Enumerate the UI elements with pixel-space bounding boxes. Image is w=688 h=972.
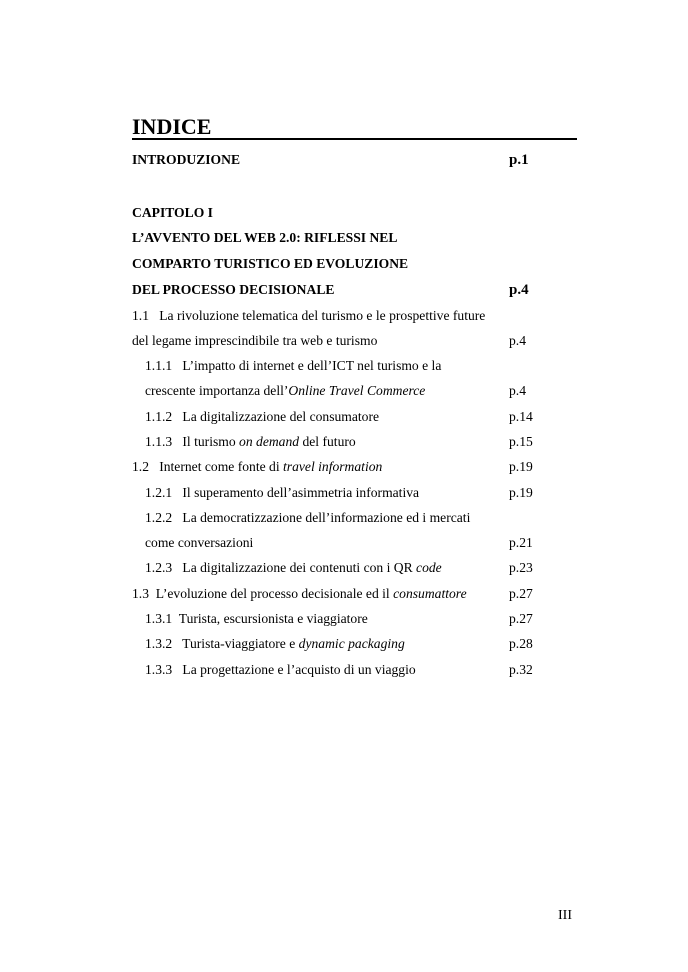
toc-entry-1-3[interactable]	[132, 584, 552, 604]
section-title-italic: consumattore	[393, 586, 467, 601]
toc-entry-1-3-1[interactable]	[132, 609, 552, 629]
toc-label: INTRODUZIONE	[132, 152, 241, 167]
section-number: 1.2	[132, 459, 149, 474]
section-number: 1.3.3	[145, 662, 173, 677]
toc-page: p.1	[509, 152, 529, 168]
section-number: 1.1.2	[145, 409, 173, 424]
section-title-italic: dynamic packaging	[298, 636, 405, 651]
section-title: Turista, escursionista e viaggiatore	[178, 611, 368, 626]
toc-entry-1-1-cont[interactable]	[132, 331, 552, 351]
toc-entry-1-1-1-cont[interactable]	[132, 381, 552, 401]
section-number: 1.1.1	[145, 358, 173, 373]
section-title: La digitalizzazione del consumatore	[182, 409, 380, 424]
page-title: INDICE	[132, 114, 577, 140]
page-number: III	[558, 908, 572, 923]
toc-entry-1-1-1[interactable]	[132, 356, 552, 376]
section-title: La progettazione e l’acquisto di un viaggio	[182, 662, 416, 677]
toc-page: p.15	[509, 434, 533, 449]
toc-entry-chapter-1[interactable]: DEL PROCESSO DECISIONALE p.4	[132, 282, 529, 298]
section-number: 1.1	[132, 308, 149, 323]
toc-entry-1-2-3[interactable]	[132, 558, 552, 578]
toc-entry-1-2-2-cont[interactable]	[132, 533, 552, 553]
toc-page: p.23	[509, 560, 533, 575]
section-title: Turista-viaggiatore e	[182, 636, 299, 651]
toc-page: p.19	[509, 459, 533, 474]
section-title-italic: code	[416, 560, 442, 575]
toc-page: p.21	[509, 535, 533, 550]
section-title: La democratizzazione dell’informazione ed i mercati	[182, 510, 471, 525]
toc-page: p.28	[509, 636, 533, 651]
section-title: del futuro	[299, 434, 356, 449]
section-title: Il turismo	[182, 434, 240, 449]
section-title-italic: Online Travel Commerce	[288, 383, 426, 398]
section-number: 1.2.2	[145, 510, 173, 525]
section-title-italic: travel information	[283, 459, 383, 474]
section-number: 1.2.1	[145, 485, 173, 500]
section-title: La rivoluzione telematica del turismo e le prospettive future	[159, 308, 486, 323]
toc-page: p.27	[509, 611, 533, 626]
section-number: 1.1.3	[145, 434, 173, 449]
toc-entry-1-1-3[interactable]	[132, 432, 552, 452]
chapter-title-line: L’AVVENTO DEL WEB 2.0: RIFLESSI NEL	[132, 230, 398, 245]
toc-page: p.32	[509, 662, 533, 677]
toc-entry-1-2-2[interactable]	[132, 508, 552, 528]
toc-entry-1-1-2[interactable]	[132, 407, 552, 427]
toc-page: p.4	[509, 383, 526, 398]
chapter-heading: CAPITOLO I	[132, 205, 213, 220]
section-number: 1.2.3	[145, 560, 173, 575]
toc-entry-1-3-3[interactable]	[132, 660, 552, 680]
toc-entry-1-3-2[interactable]	[132, 634, 552, 654]
section-title: La digitalizzazione dei contenuti con i QR	[182, 560, 417, 575]
section-title: del legame imprescindibile tra web e turismo	[132, 333, 378, 348]
chapter-title-line: COMPARTO TURISTICO ED EVOLUZIONE	[132, 256, 409, 271]
toc-page: p.14	[509, 409, 533, 424]
toc-entry-1-2-1[interactable]	[132, 483, 552, 503]
toc-entry-introduzione[interactable]	[132, 150, 552, 170]
toc-entry-1-2[interactable]	[132, 457, 552, 477]
section-title: crescente importanza dell’	[145, 383, 289, 398]
section-title: Internet come fonte di	[159, 459, 284, 474]
section-title: Il superamento dell’asimmetria informativa	[182, 485, 420, 500]
toc-page: p.19	[509, 485, 533, 500]
section-title: L’evoluzione del processo decisionale ed il	[155, 586, 394, 601]
toc-page: p.27	[509, 586, 533, 601]
toc-entry-1-1[interactable]	[132, 306, 552, 326]
toc-page: p.4	[509, 333, 526, 348]
section-title-italic: on demand	[239, 434, 300, 449]
section-title: come conversazioni	[145, 535, 254, 550]
section-title: L’impatto di internet e dell’ICT nel turismo e la	[182, 358, 442, 373]
section-number: 1.3	[132, 586, 149, 601]
toc-page: p.4	[509, 282, 529, 298]
section-number: 1.3.2	[145, 636, 173, 651]
section-number: 1.3.1	[145, 611, 173, 626]
